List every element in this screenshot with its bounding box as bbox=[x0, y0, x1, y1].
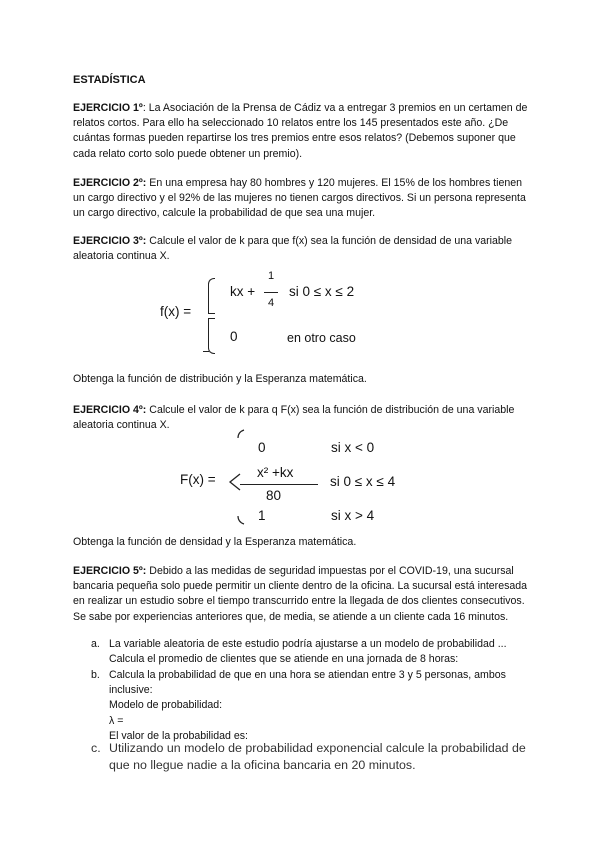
exercise-5 bbox=[73, 564, 533, 625]
list-line: λ = bbox=[109, 714, 124, 727]
list-label: b. bbox=[91, 669, 100, 681]
exercise-1-heading: EJERCICIO 1º bbox=[73, 102, 143, 114]
exercise-1 bbox=[73, 101, 533, 162]
exercise-2 bbox=[73, 176, 533, 222]
fraction-denominator: 4 bbox=[268, 297, 275, 309]
brace-svg bbox=[226, 428, 256, 526]
exercise-3 bbox=[73, 234, 533, 264]
formula-cond-2: si 0 ≤ x ≤ 4 bbox=[330, 474, 396, 489]
fraction-line bbox=[264, 292, 278, 293]
exercise-4-heading: EJERCICIO 4º: bbox=[73, 404, 147, 416]
formula-kx: kx + bbox=[230, 284, 256, 299]
list-line: Utilizando un modelo de probabilidad exponencial calcule la probabilidad de que no llegue nadie a la oficina bancaria en 20 minutos. bbox=[109, 741, 526, 772]
formula-zero: 0 bbox=[230, 329, 238, 344]
exercise-4-followup: Obtenga la función de densidad y la Esperanza matemática. bbox=[73, 536, 357, 548]
document-title: ESTADÍSTICA bbox=[73, 74, 146, 86]
formula-cond-1: si x < 0 bbox=[331, 440, 375, 455]
brace-top-stroke bbox=[238, 430, 244, 438]
formula-value-1: 0 bbox=[258, 440, 266, 455]
brace-bottom-stroke bbox=[238, 516, 244, 524]
formula-condition-1: si 0 ≤ x ≤ 2 bbox=[289, 284, 355, 299]
exercise-5-text: Debido a las medidas de seguridad impuestas por el COVID-19, una sucursal bancaria pequeña solo puede permitir un cliente dentro de la oficina. La sucursal está interesada en realizar un estudio sobre el tiempo transcurrido entre la llegada de dos clientes consecutivos. Se sabe por experiencias anteriores que, de media, se atiende a un cliente cada 16 minutos. bbox=[73, 565, 528, 623]
brace-bottom bbox=[208, 318, 215, 354]
fraction-line bbox=[240, 484, 318, 485]
exercise-3-heading: EJERCICIO 3º: bbox=[73, 235, 147, 247]
formula-cond-3: si x > 4 bbox=[331, 508, 375, 523]
list-line: El valor de la probabilidad es: bbox=[109, 729, 248, 742]
list-line: Calcula el promedio de clientes que se atiende en una jornada de 8 horas: bbox=[109, 653, 459, 666]
exercise-2-text: En una empresa hay 80 hombres y 120 mujeres. El 15% de los hombres tienen un cargo directivo y el 92% de las mujeres no tienen cargos directivos. Si un persona representa un cargo directivo, calcule la probabilidad de que sea una mujer. bbox=[73, 177, 526, 220]
exercise-1-text: : La Asociación de la Prensa de Cádiz va a entregar 3 premios en un certamen de relatos cortos. Para ello ha seleccionado 10 relatos entre los 145 presentados este año. ¿De cuántas formas pueden repartirse los tres premios entre esos relatos? (Debemos suponer que cada relato corto solo puede obtener un premio). bbox=[73, 102, 528, 160]
formula-condition-2: en otro caso bbox=[287, 331, 356, 345]
brace-top bbox=[208, 278, 215, 314]
fraction-numerator: x² +kx bbox=[257, 465, 294, 480]
exercise-3-text: Calcule el valor de k para que f(x) sea la función de densidad de una variable aleatoria continua X. bbox=[73, 235, 513, 263]
formula-value-3: 1 bbox=[258, 508, 266, 523]
exercise-2-heading: EJERCICIO 2º: bbox=[73, 177, 147, 189]
list-label: c. bbox=[91, 741, 101, 755]
exercise-4 bbox=[73, 403, 533, 433]
formula-lhs: f(x) = bbox=[160, 304, 192, 319]
fraction-numerator: 1 bbox=[268, 270, 275, 282]
list-line: Calcula la probabilidad de que en una hora se atiendan entre 3 y 5 personas, ambos inclusive: bbox=[109, 669, 506, 697]
fraction-denominator: 80 bbox=[266, 488, 282, 503]
list-line: Modelo de probabilidad: bbox=[109, 699, 223, 712]
brace-mid-stroke bbox=[230, 474, 240, 490]
exercise-5-heading: EJERCICIO 5º: bbox=[73, 565, 147, 577]
exercise-3-followup: Obtenga la función de distribución y la Esperanza matemática. bbox=[73, 373, 367, 385]
list-label: a. bbox=[91, 638, 100, 650]
list-line: La variable aleatoria de este estudio podría ajustarse a un modelo de probabilidad ... bbox=[109, 638, 507, 650]
exercise-4-text: Calcule el valor de k para q F(x) sea la función de distribución de una variable aleatoria continua X. bbox=[73, 404, 515, 432]
formula-lhs: F(x) = bbox=[180, 472, 216, 487]
